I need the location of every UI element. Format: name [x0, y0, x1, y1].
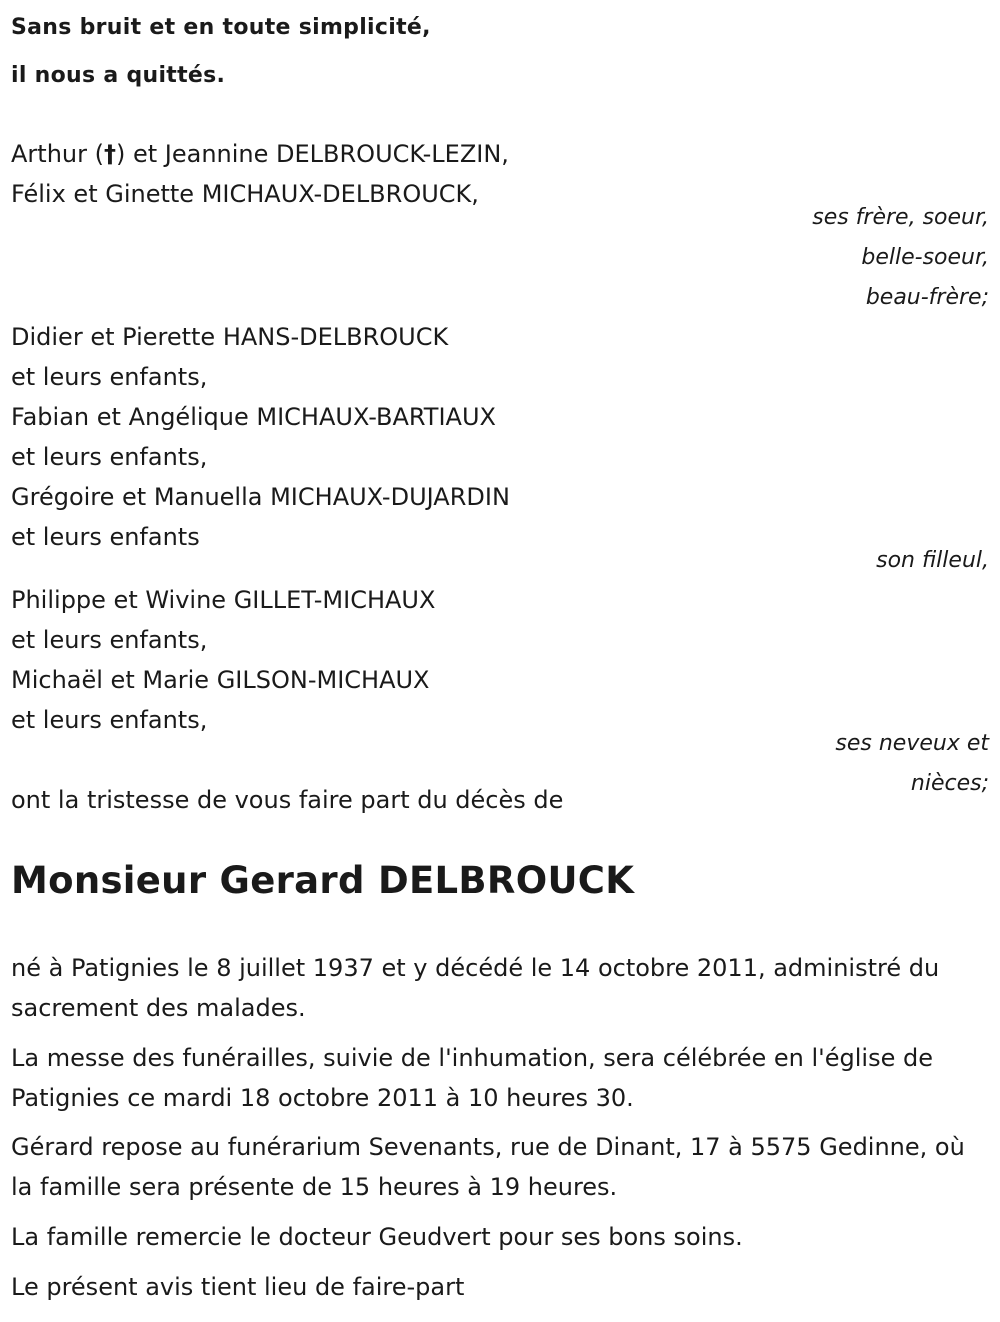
nephew-line: Didier et Pierette HANS-DELBROUCK — [11, 323, 449, 351]
nephew-line: et leurs enfants — [11, 523, 200, 551]
cross-icon: † — [103, 140, 116, 168]
sibling-arthur — [11, 134, 509, 174]
siblings-relation-1: ses frère, soeur, — [812, 205, 989, 230]
deceased-name: Monsieur Gerard DELBROUCK — [11, 859, 635, 902]
nephew-line: et leurs enfants, — [11, 363, 208, 391]
nephew-line: Grégoire et Manuella MICHAUX-DUJARDIN — [11, 483, 510, 511]
nephew-line: Philippe et Wivine GILLET-MICHAUX — [11, 586, 436, 614]
nephew-line: Fabian et Angélique MICHAUX-BARTIAUX — [11, 403, 496, 431]
paragraph-birth-death: né à Patignies le 8 juillet 1937 et y décédé le 14 octobre 2011, administré du sacrement des malades. — [11, 954, 940, 1022]
intro-line-1: Sans bruit et en toute simplicité, — [11, 15, 431, 40]
siblings-relation-2: belle-soeur, — [861, 245, 989, 270]
intro-line-2: il nous a quittés. — [11, 63, 226, 88]
godson-relation: son filleul, — [876, 548, 989, 573]
nephews-relation-2: nièces; — [910, 771, 989, 796]
sibling-arthur-suffix: ) et Jeannine DELBROUCK-LEZIN, — [115, 140, 509, 168]
paragraph-thanks: La famille remercie le docteur Geudvert pour ses bons soins. — [11, 1223, 743, 1251]
nephews-relation-1: ses neveux et — [835, 731, 989, 756]
nephew-line: et leurs enfants, — [11, 626, 208, 654]
nephew-line: et leurs enfants, — [11, 706, 208, 734]
sibling-arthur-prefix: Arthur ( — [11, 140, 104, 168]
paragraph-notice: Le présent avis tient lieu de faire-part — [11, 1273, 465, 1301]
paragraph-funerarium: Gérard repose au funérarium Sevenants, rue de Dinant, 17 à 5575 Gedinne, où la famille sera présente de 15 heures à 19 heures. — [11, 1133, 965, 1201]
nephew-line: et leurs enfants, — [11, 443, 208, 471]
nephew-line: Michaël et Marie GILSON-MICHAUX — [11, 666, 430, 694]
announcement-line: ont la tristesse de vous faire part du décès de — [11, 786, 564, 814]
siblings-relation-3: beau-frère; — [865, 285, 989, 310]
sibling-felix: Félix et Ginette MICHAUX-DELBROUCK, — [11, 180, 479, 208]
paragraph-funeral-mass: La messe des funérailles, suivie de l'inhumation, sera célébrée en l'église de Patignies ce mardi 18 octobre 2011 à 10 heures 30. — [11, 1044, 933, 1112]
